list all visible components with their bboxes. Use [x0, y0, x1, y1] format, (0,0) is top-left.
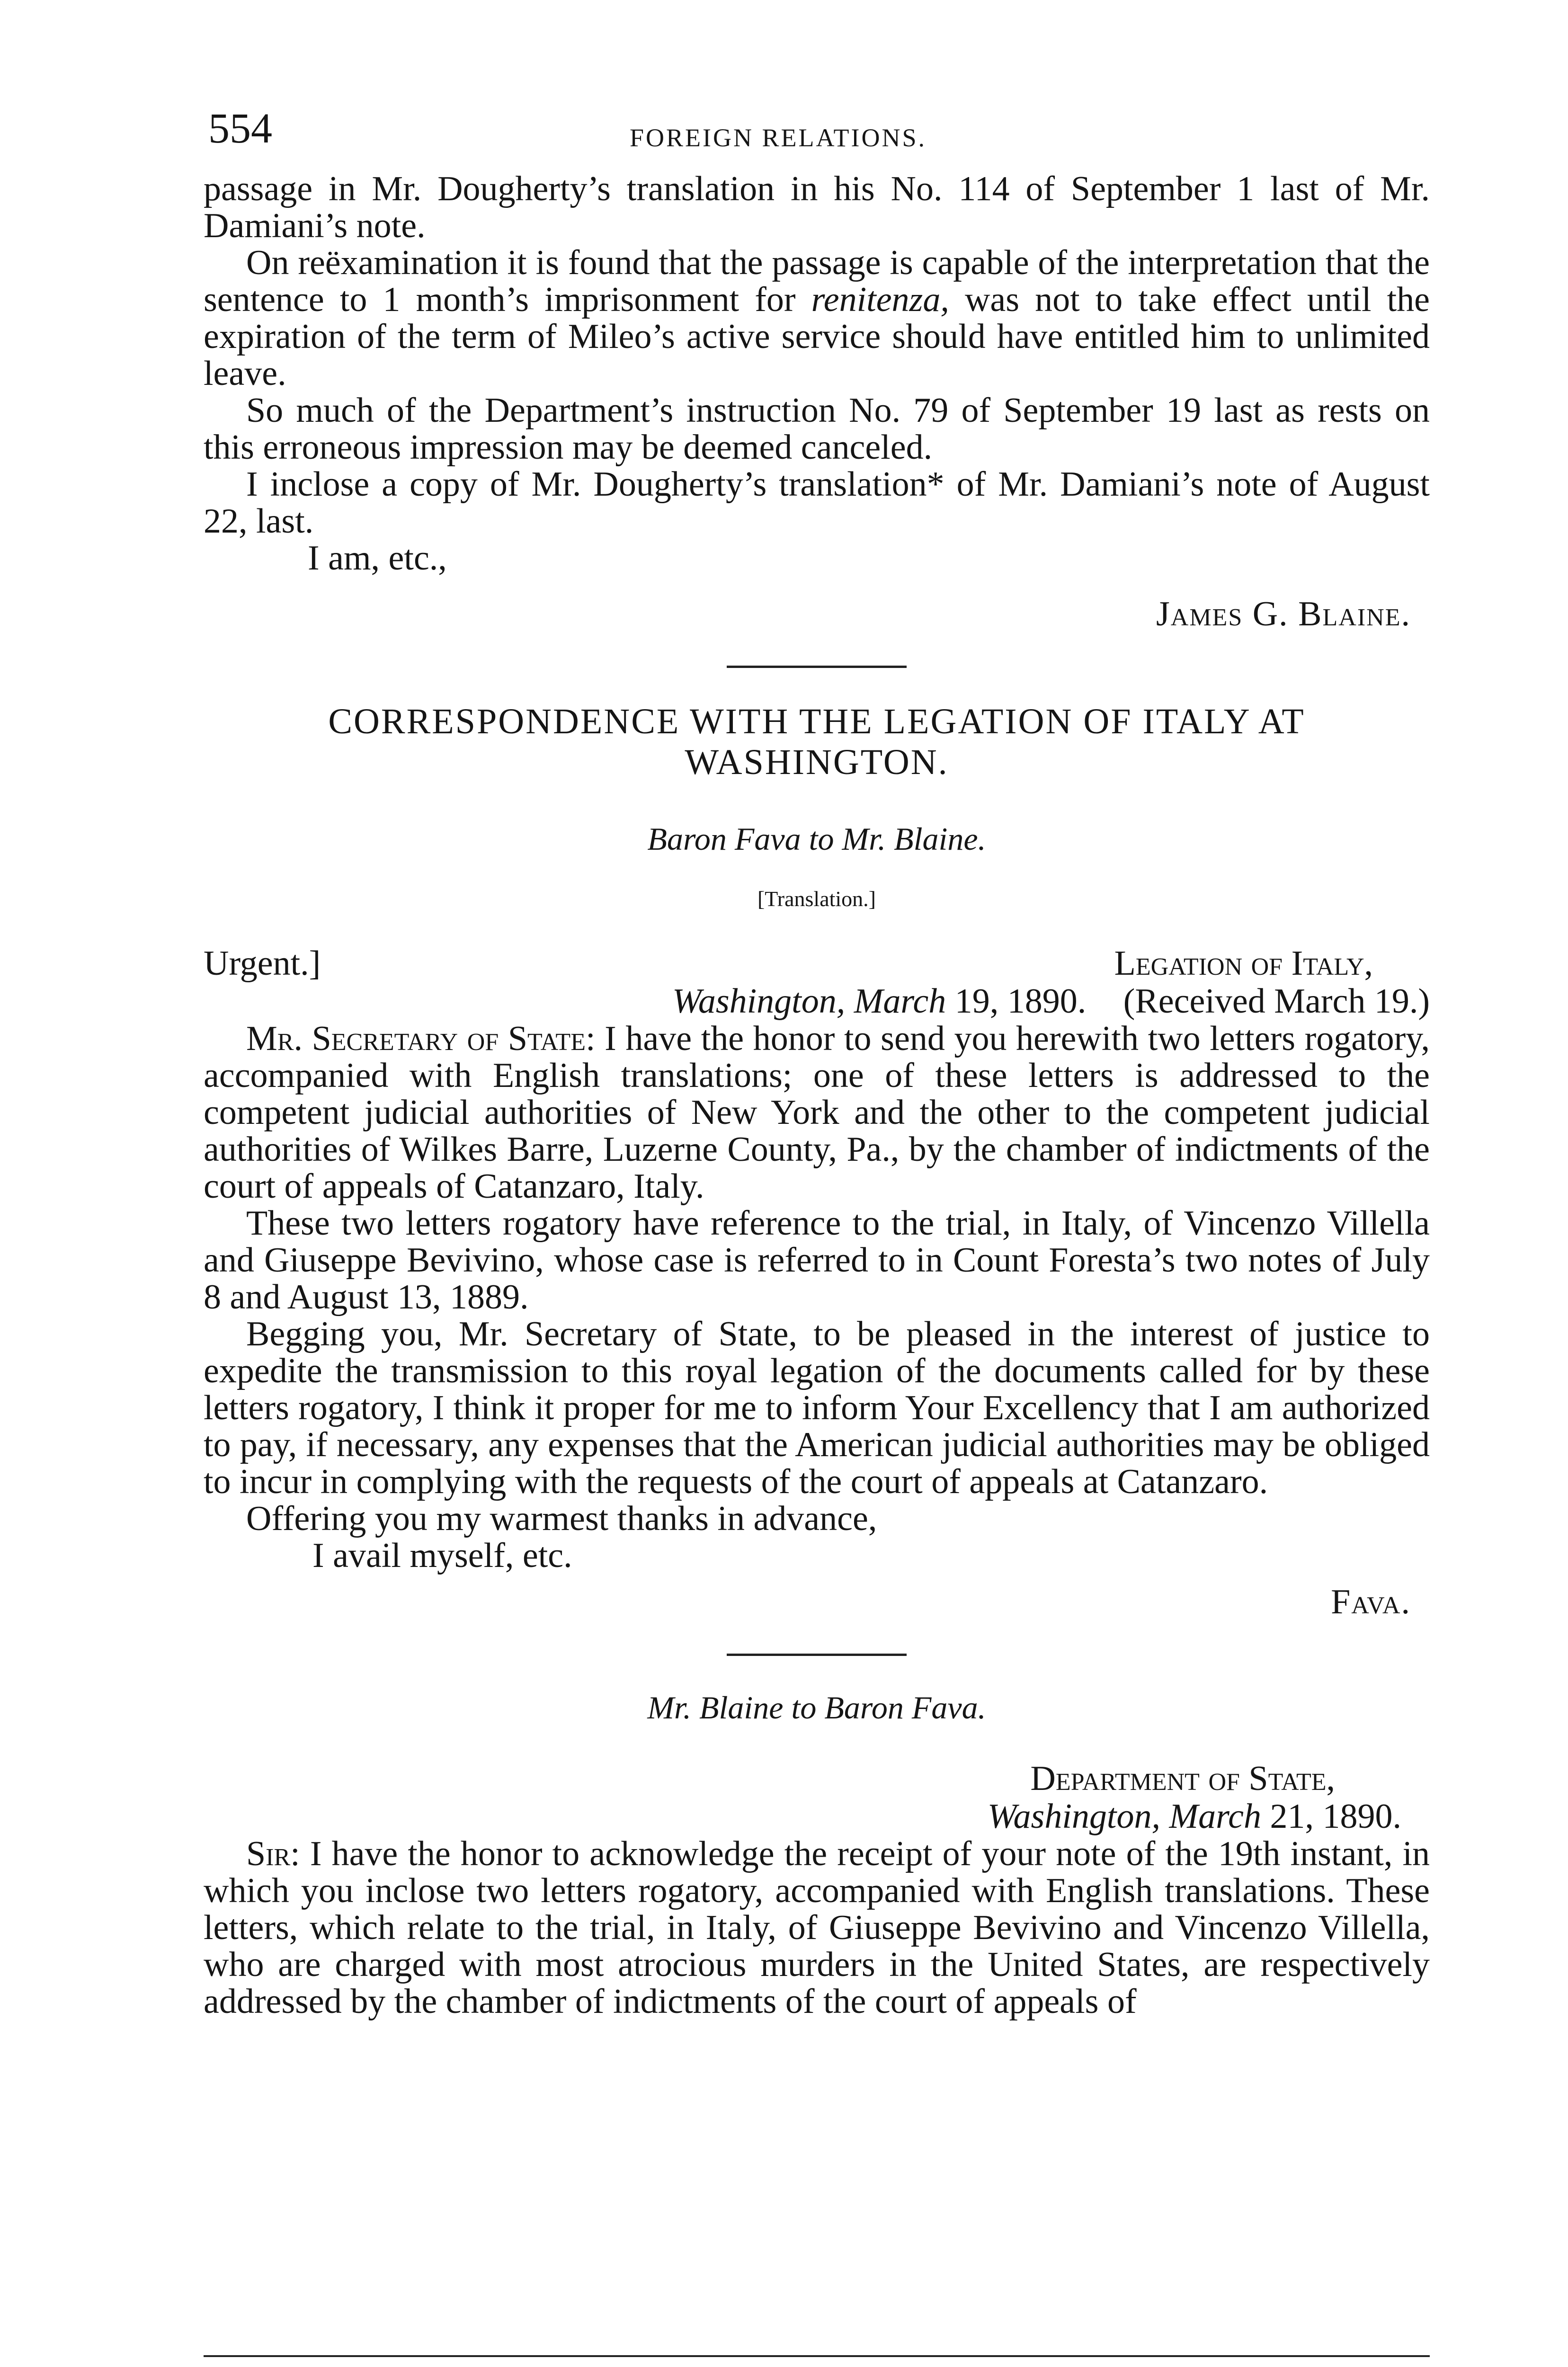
closing: I am, etc., [308, 539, 447, 578]
sender-office: Department of State, [1030, 1759, 1335, 1798]
footnote-divider [204, 2355, 1430, 2357]
letter-blaine-continuation [204, 170, 1430, 632]
signature: James G. Blaine. [1156, 595, 1411, 633]
paragraph: These two letters rogatory have reference to the trial, in Italy, of Vincenzo Villella and Giuseppe Bevivino, whose case is referred to in Count Foresta’s two notes of July 8 and August 13, 1889. [204, 1204, 1430, 1317]
salutation: Sir: [246, 1834, 300, 1873]
divider [727, 666, 907, 668]
page-number: 554 [208, 105, 272, 152]
letter-fava [204, 820, 1430, 1620]
italic-term: renitenza, [811, 280, 949, 319]
page [204, 85, 1430, 2020]
letter-title: Baron Fava to Mr. Blaine. [647, 821, 986, 857]
text-span: was not to take effect until the expiration of the term of Mileo’s active service should have entitled him to unlimited leave. [204, 280, 1430, 393]
dateline [204, 982, 1430, 1020]
translation-note: [Translation.] [757, 887, 876, 911]
dateline [204, 1797, 1401, 1835]
paragraph [204, 244, 1430, 392]
text-span: I have the honor to acknowledge the receipt of your note of the 19th instant, in which you inclose two letters rogatory, accompanied with English translations. These letters, which relate to the trial, in Italy, of Giuseppe Bevivino and Vincenzo Villella, who are charged with most atrocious murders in the United States, are respectively addressed by the chamber of indictments of the court of appeals of [204, 1834, 1430, 2021]
paragraph: I inclose a copy of Mr. Dougherty’s translation* of Mr. Damiani’s note of August 22, last. [204, 465, 1430, 541]
running-head [204, 85, 1430, 170]
letter-heading [204, 944, 1430, 982]
sender-office: Legation of Italy, [1114, 944, 1373, 983]
place: Washington, March [987, 1797, 1261, 1836]
paragraph: Offering you my warmest thanks in advance, [246, 1499, 877, 1538]
received-note: (Received March 19.) [1123, 982, 1430, 1021]
divider [727, 1654, 907, 1656]
paragraph [204, 1020, 1430, 1205]
letter-blaine-to-fava [204, 1689, 1430, 2020]
paragraph: So much of the Department’s instruction No. 79 of September 19 last as rests on this erroneous impression may be deemed canceled. [204, 391, 1430, 467]
urgent-label: Urgent.] [204, 944, 321, 983]
text-span: On reëxamination it is found that the passage is capable of the interpretation that the sentence to 1 month’s imprisonment for [204, 243, 1430, 319]
text-span: I have the honor to send you herewith two letters rogatory, accompanied with English translations; one of these letters is addressed to the competent judicial authorities of New York and the other to the competent judicial authorities of Wilkes Barre, Luzerne County, Pa., by the chamber of indictments of the court of appeals of Catanzaro, Italy. [204, 1019, 1430, 1206]
paragraph: Begging you, Mr. Secretary of State, to be pleased in the interest of justice to expedite the transmission to this royal legation of the documents called for by these letters rogatory, I think it proper for me to inform Your Excellency that I am authorized to pay, if necessary, any expenses that the American judicial authorities may be obliged to incur in complying with the requests of the court of appeals at Catanzaro. [204, 1315, 1430, 1501]
section-title-line: WASHINGTON. [685, 742, 949, 782]
place: Washington, March [672, 982, 946, 1021]
date: 21, 1890. [1270, 1797, 1401, 1836]
signature: Fava. [1331, 1583, 1411, 1621]
date: 19, 1890. [954, 982, 1087, 1021]
paragraph: passage in Mr. Dougherty’s translation in his No. 114 of September 1 last of Mr. Damiani’s note. [204, 169, 1430, 245]
running-title: FOREIGN RELATIONS. [630, 124, 927, 152]
section-title [204, 701, 1430, 783]
salutation: Mr. Secretary of State: [246, 1019, 596, 1058]
letter-title: Mr. Blaine to Baron Fava. [647, 1690, 986, 1726]
letter-heading [204, 1760, 1401, 1835]
section-title-line: CORRESPONDENCE WITH THE LEGATION OF ITALY AT [328, 702, 1305, 741]
closing: I avail myself, etc. [312, 1536, 572, 1575]
paragraph [204, 1835, 1430, 2020]
